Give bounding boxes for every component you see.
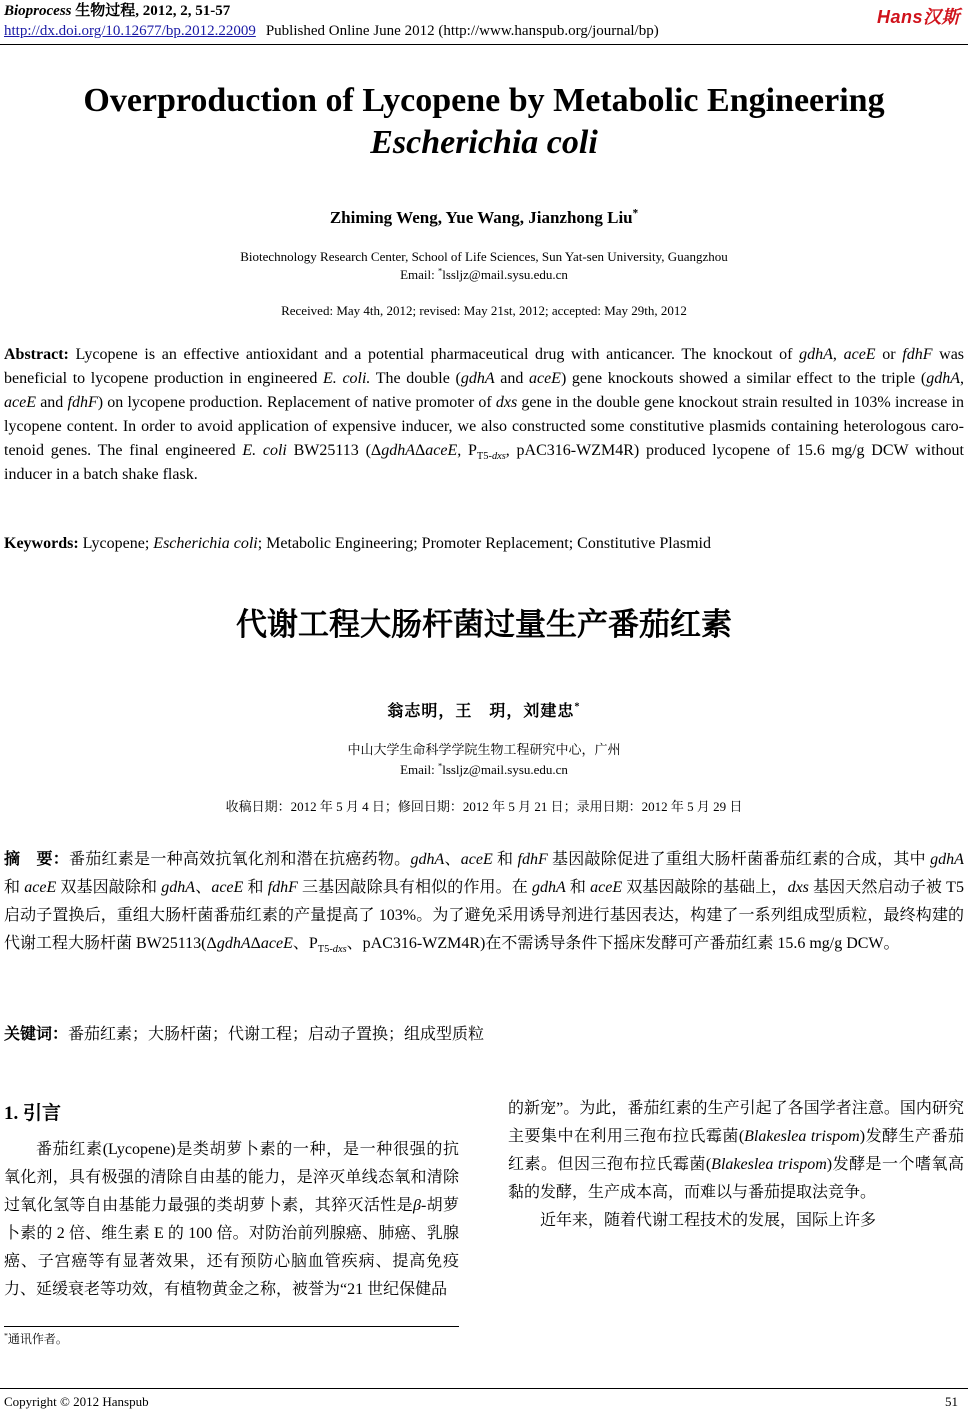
author-names-en: Zhiming Weng, Yue Wang, Jianzhong Liu	[329, 208, 633, 227]
body-column-right	[508, 1095, 964, 1235]
keywords-label-cn: 关键词：	[4, 1024, 69, 1043]
journal-issue: , 2012, 2, 51-57	[135, 3, 231, 19]
title-line-2: Escherichia coli	[370, 124, 598, 161]
footer-divider	[0, 1388, 968, 1389]
affiliation-org-en: Biotechnology Research Center, School of Life Sciences, Sun Yat-sen University, Guangzhou	[240, 249, 728, 264]
intro-paragraph-1-continued: 的新宠”。为此，番茄红素的生产引起了各国学者注意。国内研究主要集中在利用三孢布拉氏霉菌(Blakeslea trispom)发酵生产番茄红素。但因三孢布拉氏霉菌(Blakeslea trispom)发酵是一个嗜氧高黏的发酵，生产成本高，而难以与番茄提取法竞争。	[508, 1100, 964, 1201]
dates-en: Received: May 4th, 2012; revised: May 21st, 2012; accepted: May 29th, 2012	[281, 303, 687, 318]
footnote-divider	[4, 1326, 459, 1327]
published-online: Published Online June 2012 (http://www.hanspub.org/journal/bp)	[265, 23, 659, 39]
doi-link[interactable]: http://dx.doi.org/10.12677/bp.2012.22009	[4, 23, 256, 39]
paper-title-cn: 代谢工程大肠杆菌过量生产番茄红素	[236, 607, 732, 643]
keywords-en: Keywords: Lycopene; Escherichia coli; Metabolic Engineering; Promoter Replacement; Constitutive Plasmid	[4, 535, 711, 552]
keywords-cn: 关键词：番茄红素；大肠杆菌；代谢工程；启动子置换；组成型质粒	[4, 1024, 485, 1043]
intro-paragraph-1: 番茄红素(Lycopene)是类胡萝卜素的一种，是一种很强的抗氧化剂，具有极强的清除自由基的能力，是淬灭单线态氧和清除过氧化氢等自由基能力最强的类胡萝卜素，其猝灭活性是β-胡萝卜素的 2 倍、维生素 E 的 100 倍。对防治前列腺癌、肺癌、乳腺癌、子宫癌等有显著效果，还有预防心脑血管疾病、提高免疫力、延缓衰老等功效，有植物黄金之称，被誉为“21 世纪保健品	[4, 1141, 459, 1298]
author-names-cn: 翁志明，王 玥，刘建忠	[387, 703, 575, 720]
abstract-label-cn: 摘 要：	[4, 849, 70, 868]
email-address-en: lssljz@mail.sysu.edu.cn	[442, 267, 568, 282]
corresponding-mark: *	[632, 207, 639, 220]
keywords-label: Keywords:	[4, 535, 79, 552]
footer-copyright: Copyright © 2012 Hanspub	[4, 1394, 149, 1409]
title-line-1: Overproduction of Lycopene by Metabolic Engineering	[83, 82, 885, 119]
affiliation-email-en: Email: *lssljz@mail.sysu.edu.cn	[400, 265, 568, 282]
journal-name-cn: 生物过程	[75, 3, 136, 19]
authors-cn: 翁志明，王 玥，刘建忠*	[387, 701, 581, 720]
page-number: 51	[945, 1394, 958, 1409]
abstract-cn: 摘 要：番茄红素是一种高效抗氧化剂和潜在抗癌药物。gdhA、aceE 和 fdhF 基因敲除促进了重组大肠杆菌番茄红素的合成，其中 gdhA 和 aceE 双基因敲除和 gdhA、aceE 和 fdhF 三基因敲除具有相似的作用。在 gdhA 和 aceE 双基因敲除的基础上，dxs 基因天然启动子被 T5 启动子置换后，重组大肠杆菌番茄红素的产量提高了 103%。为了避免采用诱导剂进行基因表达，构建了一系列组成型质粒，最终构建的代谢工程大肠杆菌 BW25113(ΔgdhAΔaceE、$P_{T5-dxs}$、pAC316-WZM4R)在不需诱导条件下摇床发酵可产番茄红素 15.6 mg/g DCW。	[4, 849, 964, 956]
abstract-label: Abstract:	[4, 346, 69, 363]
email-address-cn: lssljz@mail.sysu.edu.cn	[442, 762, 568, 777]
journal-name: Bioprocess	[4, 3, 72, 19]
abstract-en: Abstract: Lycopene is an effective antioxidant and a potential pharmaceutical drug with anticancer. The knockout of gdhA, aceE or fdhF was beneficial to lycopene production in engineered E. coli. The double (gdhA and aceE) gene knockouts showed a similar effect to the triple (gdhA, aceE and fdhF) on lycopene production. Replacement of native promoter of dxs gene in the double gene knockout strain resulted in 103% increase in lycopene content. In order to avoid application of expensive inducer, we also constructed some constitutive plasmids containing heterologous caro-tenoid genes. The final engineered E. coli BW25113 (ΔgdhAΔaceE, $P_{T5-dxs}$, pAC316-WZM4R) produced lycopene of 15.6 mg/g DCW without inducer in a batch shake flask.	[4, 346, 965, 483]
footnote: *通讯作者。	[4, 1331, 68, 1346]
body-column-left	[4, 1095, 459, 1304]
dates-cn: 收稿日期：2012 年 5 月 4 日；修回日期：2012 年 5 月 21 日；录用日期：2012 年 5 月 29 日	[225, 799, 743, 814]
authors-en	[0, 208, 968, 228]
paper-title-en	[0, 80, 968, 164]
journal-header	[4, 2, 230, 20]
affiliation-org-cn: 中山大学生命科学学院生物工程研究中心，广州	[347, 742, 621, 757]
affiliation-email-cn: Email: *lssljz@mail.sysu.edu.cn	[400, 760, 568, 777]
intro-paragraph-2: 近年来，随着代谢工程技术的发展，国际上许多	[540, 1212, 877, 1229]
doi-line	[4, 22, 659, 40]
section-heading: 1. 引言	[4, 1102, 62, 1124]
publisher-logo: Hans汉斯	[876, 7, 960, 27]
affiliation-en	[0, 248, 968, 284]
affiliation-cn	[0, 740, 968, 780]
header-divider	[0, 44, 968, 45]
